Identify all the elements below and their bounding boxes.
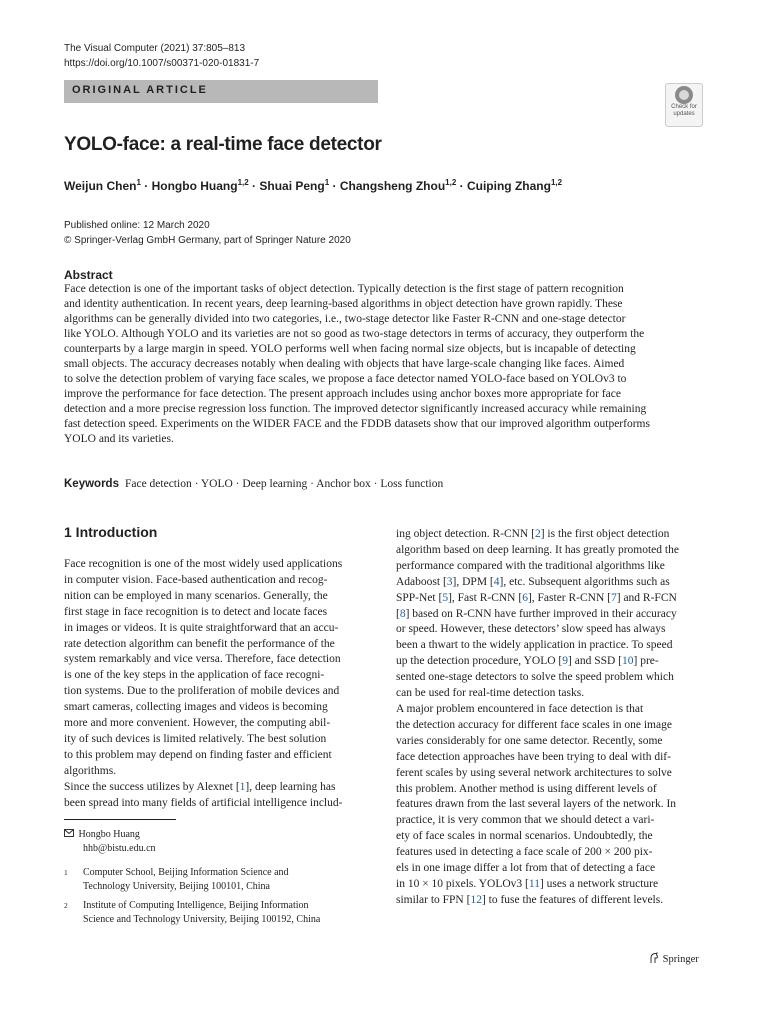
crossmark-line1: Check for: [671, 104, 697, 110]
springer-horse-icon: [648, 954, 663, 965]
text-line: [396, 654, 702, 670]
text-line: nition can be employed in many scenarios. Generally, the: [64, 589, 328, 602]
copyright-line: © Springer-Verlag GmbH Germany, part of Springer Nature 2020: [64, 235, 351, 246]
published-date: Published online: 12 March 2020: [64, 220, 210, 231]
journal-citation: The Visual Computer (2021) 37:805–813: [64, 43, 246, 54]
text-line: first stage in face recognition is to detect and locate faces: [64, 605, 328, 618]
text-segment: ], deep learning has: [245, 780, 336, 793]
reference-link[interactable]: 1: [239, 780, 246, 793]
article-title: YOLO-face: a real-time face detector: [64, 134, 382, 155]
journal-header: [64, 41, 259, 71]
author-affiliation-marker: 1: [136, 178, 141, 187]
text-segment: ], Faster R-CNN [: [527, 591, 611, 604]
reference-link[interactable]: 8: [399, 607, 406, 620]
text-segment: ] and R-FCN: [616, 591, 677, 604]
text-line: this problem. Another method is using different levels of: [396, 782, 657, 795]
abstract-line: detection and a more precise regression loss function. The improved detector significantly increased accuracy while remaining: [64, 403, 647, 415]
journal-doi[interactable]: https://doi.org/10.1007/s00371-020-01831-7: [64, 58, 260, 69]
text-line: [396, 607, 702, 623]
text-line: more and more convenient. However, the computing abil-: [64, 717, 331, 730]
abstract-line: fast detection speed. Experiments on the WIDER FACE and the FDDB datasets show that our improved algorithm outperforms: [64, 418, 650, 430]
author-name[interactable]: Changsheng Zhou: [339, 179, 446, 193]
abstract-line: improve the performance for face detection. The present approach includes using anchor boxes more appropriate for face: [64, 388, 621, 400]
text-line: tion systems. Due to the proliferation of mobile devices and: [64, 685, 340, 698]
text-segment: [: [396, 607, 400, 620]
text-line: els in one image differ a lot from that of detecting a face: [396, 862, 656, 875]
body-column-right: [396, 527, 702, 909]
text-line: Face recognition is one of the most widely used applications: [64, 558, 343, 570]
crossmark-icon: [675, 86, 693, 104]
reference-link[interactable]: 5: [442, 591, 449, 604]
text-segment: ] uses a network structure: [539, 877, 659, 890]
text-line: in images or videos. It is quite straightforward that an accu-: [64, 621, 339, 634]
contact-email[interactable]: hhb@bistu.edu.cn: [83, 842, 156, 854]
text-line: smart cameras, collecting images and videos is becoming: [64, 701, 328, 714]
text-segment: ] is the first object detection: [540, 528, 670, 540]
text-line: the detection accuracy for different face scales in one image: [396, 718, 672, 731]
text-segment: ] based on R-CNN have further improved in their accuracy: [405, 607, 677, 620]
reference-link[interactable]: 10: [622, 655, 634, 668]
text-segment: ] and SSD [: [568, 655, 623, 668]
reference-link[interactable]: 2: [534, 528, 541, 540]
author-separator: ·: [329, 179, 340, 193]
abstract-line: to solve the detection problem of varying face scales, we propose a face detector named YOLO-face based on YOLOv3 to: [64, 373, 627, 385]
text-line: face detection approaches have been trying to deal with dif-: [396, 750, 671, 763]
affiliation-2-line1: Institute of Computing Intelligence, Beijing Information: [83, 900, 309, 911]
envelope-icon: [64, 828, 76, 842]
abstract-line: Face detection is one of the important tasks of object detection. Typically detection is the first stage of pattern recognition: [64, 283, 624, 295]
text-segment: similar to FPN [: [396, 893, 471, 906]
publication-info: [64, 218, 351, 248]
affiliation-1-line1: Computer School, Beijing Information Science and: [83, 867, 289, 878]
affiliation-2-number: 2: [64, 901, 68, 910]
text-segment: SPP-Net [: [396, 591, 443, 604]
author-affiliation-marker: 1,2: [237, 178, 249, 187]
text-line: algorithms.: [64, 764, 117, 777]
keywords-text: Face detection · YOLO · Deep learning · Anchor box · Loss function: [124, 478, 444, 490]
reference-link[interactable]: 6: [522, 591, 528, 604]
text-line: [396, 893, 702, 909]
text-segment: Adaboost [: [396, 575, 447, 588]
keywords-label: Keywords: [64, 478, 119, 490]
keywords-line: [64, 478, 443, 490]
reference-link[interactable]: 9: [562, 655, 569, 668]
text-segment: in 10 × 10 pixels. YOLOv3 [: [396, 877, 529, 890]
text-line: [396, 575, 702, 591]
reference-link[interactable]: 7: [611, 591, 617, 604]
author-affiliation-marker: 1: [324, 178, 330, 187]
reference-link[interactable]: 12: [470, 893, 482, 906]
reference-link[interactable]: 11: [528, 877, 540, 890]
section-heading: 1 Introduction: [64, 524, 158, 540]
publisher-name: Springer: [662, 954, 699, 965]
text-line: features drawn from the last several layers of the network. In: [396, 798, 677, 811]
reference-link[interactable]: 4: [493, 575, 500, 588]
text-line: can be used for real-time detection tasks.: [396, 687, 585, 700]
text-line: in computer vision. Face-based authentication and recog-: [64, 573, 328, 586]
author-list: [64, 178, 562, 193]
text-line: ferent scales by using several network architectures to solve: [396, 766, 672, 779]
affiliation-2: [64, 899, 364, 926]
abstract-heading: Abstract: [64, 268, 113, 282]
author-name[interactable]: Hongbo Huang: [151, 179, 238, 193]
text-line: [64, 780, 374, 796]
affiliation-1: [64, 866, 364, 893]
text-segment: ], Fast R-CNN [: [448, 591, 523, 604]
corresponding-author: [64, 828, 156, 855]
text-line: practice, it is very common that we should detect a vari-: [396, 814, 655, 827]
affiliation-1-number: 1: [64, 868, 68, 877]
text-line: A major problem encountered in face detection is that: [396, 702, 644, 715]
author-name[interactable]: Shuai Peng: [259, 179, 325, 193]
author-separator: ·: [248, 179, 260, 193]
abstract-line: YOLO and its varieties.: [64, 433, 174, 445]
affiliation-1-line2: Technology University, Beijing 100101, China: [83, 880, 270, 892]
crossmark-badge[interactable]: [665, 83, 703, 127]
text-line: system remarkably and vice versa. Therefore, face detection: [64, 653, 341, 666]
text-line: [396, 527, 702, 543]
author-separator: ·: [140, 179, 152, 193]
text-line: ity of such devices is limited relatively. The best solution: [64, 732, 327, 745]
article-type-banner: [64, 80, 378, 103]
text-line: algorithm based on deep learning. It has greatly promoted the: [396, 543, 679, 556]
body-column-left: [64, 557, 374, 812]
article-type-label: ORIGINAL ARTICLE: [72, 84, 208, 96]
affiliation-2-line2: Science and Technology University, Beijing 100192, China: [83, 913, 321, 925]
text-segment: ] to fuse the features of different levels.: [481, 893, 664, 906]
author-separator: ·: [456, 179, 467, 193]
text-line: varies considerably for one same detector. Recently, some: [396, 734, 663, 747]
text-segment: Since the success utilizes by Alexnet [: [64, 780, 240, 793]
text-line: ety of face scales in normal scenarios. Undoubtedly, the: [396, 830, 653, 843]
text-segment: ] pre-: [633, 655, 659, 668]
abstract-line: counterparts by a large margin in speed. YOLO performs well when facing normal size objects, but is incapable of detecting: [64, 343, 636, 355]
text-line: is one of the key steps in the application of face recogni-: [64, 669, 325, 682]
footnote-divider: [64, 819, 176, 820]
text-line: rate detection algorithm can benefit the performance of the: [64, 637, 335, 650]
text-line: to this problem may depend on finding faster and efficient: [64, 748, 332, 761]
text-line: [396, 877, 702, 893]
abstract-line: algorithms can be generally divided into two categories, i.e., two-stage detector like Faster R-CNN and one-stage detector: [64, 313, 626, 325]
author-name[interactable]: Cuiping Zhang: [466, 179, 551, 193]
crossmark-line2: updates: [673, 110, 695, 117]
text-line: performance compared with the traditional algorithms like: [396, 559, 665, 572]
reference-link[interactable]: 3: [446, 575, 453, 588]
author-affiliation-marker: 1,2: [445, 178, 457, 187]
author-affiliation-marker: 1,2: [550, 178, 563, 187]
abstract-line: small objects. The accuracy decreases notably when dealing with objects that have large-scale changing like faces. Aimed: [64, 358, 625, 370]
text-segment: ing object detection. R-CNN [: [396, 528, 535, 540]
text-segment: up the detection procedure, YOLO [: [396, 655, 563, 668]
text-line: or speed. However, these detectors’ slow speed has always: [396, 623, 666, 636]
abstract-line: like YOLO. Although YOLO and its varieties are not so good as two-stage detectors in terms of accuracy, they outperform the: [64, 328, 645, 340]
publisher-mark: [648, 952, 699, 965]
text-segment: ], etc. Subsequent algorithms such as: [499, 575, 670, 588]
text-line: [396, 591, 702, 607]
text-segment: ], DPM [: [452, 575, 494, 588]
contact-name: Hongbo Huang: [78, 829, 140, 840]
text-line: sented one-stage detectors to solve the speed problem which: [396, 671, 674, 684]
abstract-line: and identity authentication. In recent years, deep learning-based algorithms in object detection have grown rapidly. These: [64, 298, 623, 310]
text-line: been a thwart to the widely application in practice. To speed: [396, 639, 673, 652]
abstract-body: [64, 282, 702, 447]
text-line: features used in detecting a face scale of 200 × 200 pix-: [396, 846, 653, 859]
author-name[interactable]: Weijun Chen: [64, 179, 137, 193]
text-line: been spread into many fields of artificial intelligence includ-: [64, 796, 343, 809]
